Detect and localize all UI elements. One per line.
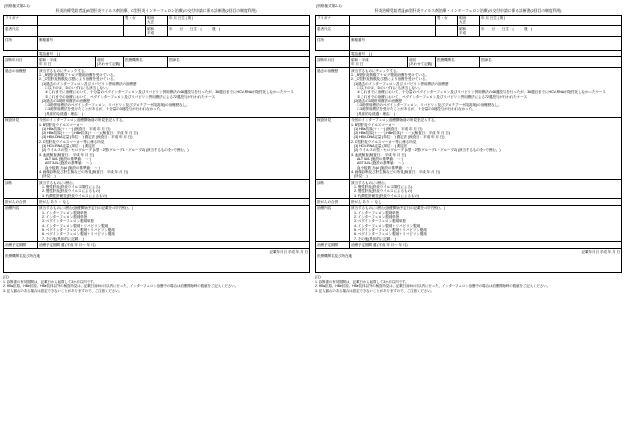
notes-left	[3, 275, 309, 293]
label-past-treatment-r: 過去の治療歴	[316, 68, 350, 117]
plan-item-4-r: 5. ペグインターフェロン製剤＋リバビリン製剤	[354, 227, 427, 232]
value-furigana-r	[350, 15, 436, 26]
value-birth: 年 月 日生 ( 歳 )	[168, 15, 310, 26]
notes-heading: (注)	[3, 275, 9, 280]
exam-line-3-r: (2) HBe抗原(＋・－) HBe抗体(＋・－) (検査日：平成 年 月 日)	[354, 131, 450, 136]
table-row-institution	[4, 248, 310, 272]
exam-line-6: (1) HCV-RNA定量 (単位： ) 測定法	[42, 144, 96, 149]
table-row-address	[4, 37, 310, 50]
exam-line-4: (3) HBV-DNA定量 (単位： ) 測定法 (検査日：平成 年 月 日)	[42, 135, 133, 140]
visit-value-r: 年 月 日	[351, 62, 364, 67]
postal-line-r: 郵便番号	[351, 38, 365, 43]
exam-line-8: 3. 血液検査(検査日： 平成 年 月 日)	[39, 152, 94, 157]
exam-line-7-r: (2) ウイルスの型・セログループ (1型・2型/グループ1・グループ2) (該当するものを○で囲む。)	[354, 148, 501, 153]
label-period: 治療予定期間	[4, 242, 38, 248]
label-period-r: 治療予定期間	[316, 242, 350, 248]
value-name-r	[350, 26, 436, 37]
label-prev: 前回 (あわせて記載)	[96, 57, 124, 68]
table-row-name-r	[316, 26, 622, 37]
diagnosis-item-0-r: 1. 慢性肝炎(肝炎ウイルス陽性による)	[354, 184, 413, 189]
value-furigana	[38, 15, 124, 26]
value-complication: 肝がん あり ・ なし	[38, 199, 310, 205]
label-era2-r: 昭和 平成	[458, 26, 480, 37]
label-complication: 肝がんの合併	[4, 199, 38, 205]
table-row-diagnosis-r	[316, 180, 622, 199]
value-address-r	[350, 37, 622, 50]
plan-item-6-r: 7. その他(具体的に記載： )	[354, 236, 396, 241]
postal-line: 郵便番号	[39, 38, 53, 43]
past-item-6-r: (2)過去の3剤併用療法の治療歴	[354, 98, 402, 103]
value-institution-r	[316, 248, 622, 272]
past-item-2-r: (1)過去のインターフェロン及びリバビリン併用療法の治療歴	[354, 81, 449, 86]
past-item-0-r: 1. _B型肝炎核酸アナログ製剤治療を受けている。	[351, 73, 429, 78]
label-hospital: 医療機関名	[124, 57, 168, 68]
form-copy-right	[315, 4, 621, 437]
table-row-exam-r	[316, 117, 622, 179]
label-prev-r: 前回 (あわせて記載)	[408, 57, 436, 68]
exam-line-7: (2) ウイルスの型・セログループ (1型・2型/グループ1・グループ2) (該当するものを○で囲む。)	[42, 148, 189, 153]
plan-item-2: 3. ペグインターフェロン製剤単独	[42, 219, 94, 224]
past-item-0: 1. _B型肝炎核酸アナログ製剤治療を受けている。	[39, 73, 117, 78]
exam-heading: 今回のインターフェロン治療開始前の所見を記入する。	[39, 118, 126, 123]
exam-line-4-r: (3) HBV-DNA定量 (単位： ) 測定法 (検査日：平成 年 月 日)	[354, 135, 445, 140]
past-item-3-r: □ 以下の①、②のいずれにも該当しない。	[357, 86, 423, 90]
exam-line-1-r: 1. B型肝炎ウイルスマーカー	[351, 122, 396, 127]
value-period: 治療予定期間 週 (平成 年 月～ 年 月)	[38, 242, 310, 248]
exam-line-12: 4. 画像診断及び肝生検などの所見(検査日：平成 年 月 日)	[39, 169, 128, 174]
table-row-past-treatment-r	[316, 68, 622, 117]
label-plan: 治療内容	[4, 205, 38, 242]
value-visit-date	[38, 57, 96, 68]
plan-item-3-r: 4. インターフェロン製剤＋リバビリン製剤	[354, 223, 420, 228]
exam-line-5-r: 2. C型肝炎ウイルスマーカー等に係る所見	[351, 139, 417, 144]
value-period-r: 治療予定期間 週 (平成 年 月～ 年 月)	[350, 242, 622, 248]
label-sex-r: 男・女	[436, 15, 458, 26]
exam-line-8-r: 3. 血液検査(検査日： 平成 年 月 日)	[351, 152, 406, 157]
plan-heading-r: 該当するものに○囲む(治療開始予定日の記載を○印で囲む。)	[351, 206, 445, 211]
value-diagnosis	[38, 180, 310, 199]
exam-line-5: 2. C型肝炎ウイルスマーカー等に係る所見	[39, 139, 105, 144]
past-item-7-r: □ 3剤併用療法のペグインターフェロン、リバビリン及びプロテアーゼ阻害剤)の治療歴なし。	[357, 103, 502, 108]
form-table-left	[3, 15, 310, 274]
form-copy-left	[3, 4, 309, 437]
past-item-8: □ 3剤併用療法を受けたことがあるが、十分量の3剤投与が行われなかった。	[45, 107, 164, 112]
value-birth2: 年 月 日生 ( 歳 )	[168, 26, 310, 37]
table-row-furigana-r	[316, 15, 622, 26]
value-plan	[38, 205, 310, 242]
label-era-r: 明治 大正	[458, 15, 480, 26]
notes-right	[315, 275, 621, 293]
value-past-treatment-r	[350, 68, 622, 117]
exam-line-13-r: (所見： )	[354, 174, 368, 179]
plan-item-6: 7. その他(具体的に記載： )	[42, 236, 84, 241]
label-visit-date: 診断年月日	[4, 57, 38, 68]
label-exam: 検査所見	[4, 117, 38, 179]
exam-line-3: (2) HBe抗原(＋・－) HBe抗体(＋・－) (検査日：平成 年 月 日)	[42, 131, 138, 136]
plan-item-1-r: 2. インターフェロン製剤単独	[354, 215, 400, 220]
exam-heading-r: 今回のインターフェロン治療開始前の所見を記入する。	[351, 118, 438, 123]
past-heading-r: 該当するものにチェックする。	[351, 68, 400, 73]
registration-date: 記載年月日 平成 年 月 日	[269, 249, 308, 254]
exam-line-11-r: 血小板数 万/μl (施設の基準値： ～ )	[357, 165, 412, 170]
past-item-5: ②これまでの治療において、ペグインターフェロン及びリバビリン併用療法による72週投与が行われたケース	[45, 94, 216, 99]
label-hospital-r: 医療機関名	[436, 57, 480, 68]
value-visit-date-r	[350, 57, 408, 68]
label-doctor-r: 医師名	[480, 57, 622, 68]
form-number-left: (別紙様式第2-1)	[4, 4, 30, 8]
diagnosis-item-2: 3. 代償性肝硬変(肝炎ウイルスによるもの)	[42, 193, 108, 198]
value-tel-number-r: ( )	[368, 51, 372, 56]
past-item-4: ①これまでに治療において、十分量のペグインターフェロン及びリバビリン併用療法の48週投与を行ったが、36週目までにHCV-RNAが陰性化しなかったケース	[45, 90, 294, 95]
diagnosis-item-2-r: 3. 代償性肝硬変(肝炎ウイルスによるもの)	[354, 193, 420, 198]
label-era2: 昭和 平成	[146, 26, 168, 37]
value-complication-r: 肝がん あり ・ なし	[350, 199, 622, 205]
table-row-visitdate	[4, 57, 310, 68]
label-diagnosis-r: 診断	[316, 180, 350, 199]
label-furigana: フリガナ	[4, 15, 38, 26]
notes-heading-r: (注)	[315, 275, 321, 280]
value-exam-r	[350, 117, 622, 179]
past-item-3: □ 以下の①、②のいずれにも該当しない。	[45, 86, 111, 90]
notes-item-2-r: 3. 記入漏れのある場合は認定できないことがありますので、ご注意ください。	[315, 288, 434, 293]
label-furigana-r: フリガナ	[316, 15, 350, 26]
label-tel: 電話番号	[39, 51, 53, 56]
label-address: 住所	[4, 37, 38, 50]
visit-era: 昭和・平成	[39, 58, 57, 63]
exam-line-10-r: AST IU/L (施設の基準値： ～ )	[357, 161, 404, 166]
exam-line-9: ALT IU/L (施設の基準値： ～ )	[45, 156, 91, 161]
table-row-furigana	[4, 15, 310, 26]
table-row-diagnosis	[4, 180, 310, 199]
label-address-r: 住所	[316, 37, 350, 50]
table-row-plan	[4, 205, 310, 242]
value-exam	[38, 117, 310, 179]
past-item-2: (1)過去のインターフェロン及びリバビリン併用療法の治療歴	[42, 81, 137, 86]
exam-line-2: (1) HBs抗原(＋・－) (検査日：平成 年 月 日)	[42, 126, 111, 131]
past-heading: 該当するものにチェックする。	[39, 68, 88, 73]
table-row-past-treatment	[4, 68, 310, 117]
form-title-right: 肝炎治療受給者証(B型肝炎ウイルス剤治療・インターフェロン治療)の交付申請に係る診断書(2回目の制度利用)	[374, 7, 562, 13]
table-row-exam	[4, 117, 310, 179]
label-era: 明治 大正	[146, 15, 168, 26]
exam-line-9-r: ALT IU/L (施設の基準値： ～ )	[357, 156, 403, 161]
value-past-treatment	[38, 68, 310, 117]
label-past-treatment: 過去の治療歴	[4, 68, 38, 117]
table-row-plan-r	[316, 205, 622, 242]
past-item-9-r: (具体的な経過・理由： )	[357, 111, 396, 116]
visit-era-r: 昭和・平成	[351, 58, 369, 63]
table-row-address-r	[316, 37, 622, 50]
value-birth-r: 年 月 日生 ( 歳 )	[480, 15, 622, 26]
plan-item-5-r: 6. ペグインターフェロン製剤＋リバビリン製剤	[354, 232, 427, 237]
value-sex	[124, 26, 146, 37]
exam-line-6-r: (1) HCV-RNA定量 (単位： ) 測定法	[354, 144, 408, 149]
visit-value: 年 月 日	[39, 62, 52, 67]
past-item-1-r: 2. _C型肝炎核酸及び歴により治療を受けている。	[351, 77, 429, 82]
value-tel-number: ( )	[56, 51, 60, 56]
value-address	[38, 37, 310, 50]
plan-item-5: 6. ペグインターフェロン製剤＋リバビリン製剤	[42, 232, 115, 237]
notes-item-2: 3. 記入漏れのある場合は認定できないことがありますので、ご注意ください。	[3, 288, 122, 293]
exam-line-11: 血小板数 万/μl (施設の基準値： ～ )	[45, 165, 100, 170]
label-institution-r: 医療機関名及び所在地	[317, 253, 352, 258]
past-item-5-r: ②これまでの治療において、ペグインターフェロン及びリバビリン併用療法による72週投与が行われたケース	[357, 94, 528, 99]
past-item-6: (2)過去の3剤併用療法の治療歴	[42, 98, 90, 103]
label-tel-r: 電話番号	[351, 51, 365, 56]
past-item-1: 2. _C型肝炎核酸及び歴により治療を受けている。	[39, 77, 117, 82]
label-exam-r: 検査所見	[316, 117, 350, 179]
diagnosis-item-0: 1. 慢性肝炎(肝炎ウイルス陽性による)	[42, 184, 101, 189]
table-row-name	[4, 26, 310, 37]
notes-item-1-r: 2. HBs抗原、HBe抗原、HBe抗体以外の検査所見は、記載日前6か月以内に行った、インターフェロン治療中の場合は治療開始時の数値をご記入ください。	[315, 284, 550, 289]
label-name: 患者氏名	[4, 26, 38, 37]
value-sex-r	[436, 26, 458, 37]
label-name-r: 患者氏名	[316, 26, 350, 37]
plan-heading: 該当するものに○囲む(治療開始予定日の記載を○印で囲む。)	[39, 206, 133, 211]
label-doctor: 医師名	[168, 57, 310, 68]
plan-item-4: 5. ペグインターフェロン製剤＋リバビリン製剤	[42, 227, 115, 232]
exam-line-1: 1. B型肝炎ウイルスマーカー	[39, 122, 84, 127]
label-institution: 医療機関名及び所在地	[5, 253, 40, 258]
exam-line-10: AST IU/L (施設の基準値： ～ )	[45, 161, 92, 166]
label-complication-r: 肝がんの合併	[316, 199, 350, 205]
value-name	[38, 26, 124, 37]
past-item-7: □ 3剤併用療法のペグインターフェロン、リバビリン及びプロテアーゼ阻害剤)の治療歴なし。	[45, 103, 190, 108]
form-number-right: (別紙様式第2-1)	[316, 4, 342, 8]
past-item-4-r: ①これまでに治療において、十分量のペグインターフェロン及びリバビリン併用療法の48週投与を行ったが、36週目までにHCV-RNAが陰性化しなかったケース	[357, 90, 606, 95]
plan-item-2-r: 3. ペグインターフェロン製剤単独	[354, 219, 406, 224]
exam-line-13: (所見： )	[42, 174, 56, 179]
past-item-8-r: □ 3剤併用療法を受けたことがあるが、十分量の3剤投与が行われなかった。	[357, 107, 476, 112]
plan-item-0-r: 1. インターフェロン製剤単独	[354, 210, 400, 215]
label-sex: 男・女	[124, 15, 146, 26]
plan-item-1: 2. インターフェロン製剤単独	[42, 215, 88, 220]
notes-item-0: 1. 診断書の有効期間は、記載日から起算して3か月以内です。	[3, 279, 97, 284]
exam-line-12-r: 4. 画像診断及び肝生検などの所見(検査日：平成 年 月 日)	[351, 169, 440, 174]
registration-date-r: 記載年月日 平成 年 月 日	[581, 249, 620, 254]
label-diagnosis: 診断	[4, 180, 38, 199]
form-table-right	[315, 15, 622, 274]
diagnosis-item-1: 2. 慢性肝炎(肝炎ウイルスによるもの)	[42, 189, 101, 194]
value-birth2-r: 年 月 日生 ( 歳 )	[480, 26, 622, 37]
diagnosis-heading-r: 該当するものに○囲む。	[351, 180, 389, 185]
plan-item-0: 1. インターフェロン製剤単独	[42, 210, 88, 215]
past-item-9: (具体的な経過・理由： )	[45, 111, 84, 116]
value-institution	[4, 248, 310, 272]
label-plan-r: 治療内容	[316, 205, 350, 242]
plan-item-3: 4. インターフェロン製剤＋リバビリン製剤	[42, 223, 108, 228]
diagnosis-item-1-r: 2. 慢性肝炎(肝炎ウイルスによるもの)	[354, 189, 413, 194]
value-diagnosis-r	[350, 180, 622, 199]
label-visit-date-r: 診断年月日	[316, 57, 350, 68]
table-row-visitdate-r	[316, 57, 622, 68]
notes-item-0-r: 1. 診断書の有効期間は、記載日から起算して3か月以内です。	[315, 279, 409, 284]
form-title-left: 肝炎治療受給者証(B型肝炎ウイルス剤治療、C型肝炎インターフェロン治療)の交付申請に係る診断書(2回目の制度利用)	[55, 7, 257, 13]
notes-item-1: 2. HBs抗原、HBe抗原、HBe抗体以外の検査所見は、記載日前6か月以内に行った、インターフェロン治療中の場合は治療開始時の数値をご記入ください。	[3, 284, 238, 289]
exam-line-2-r: (1) HBs抗原(＋・－) (検査日：平成 年 月 日)	[354, 126, 423, 131]
table-row-institution-r	[316, 248, 622, 272]
value-plan-r	[350, 205, 622, 242]
diagnosis-heading: 該当するものに○囲む。	[39, 180, 77, 185]
